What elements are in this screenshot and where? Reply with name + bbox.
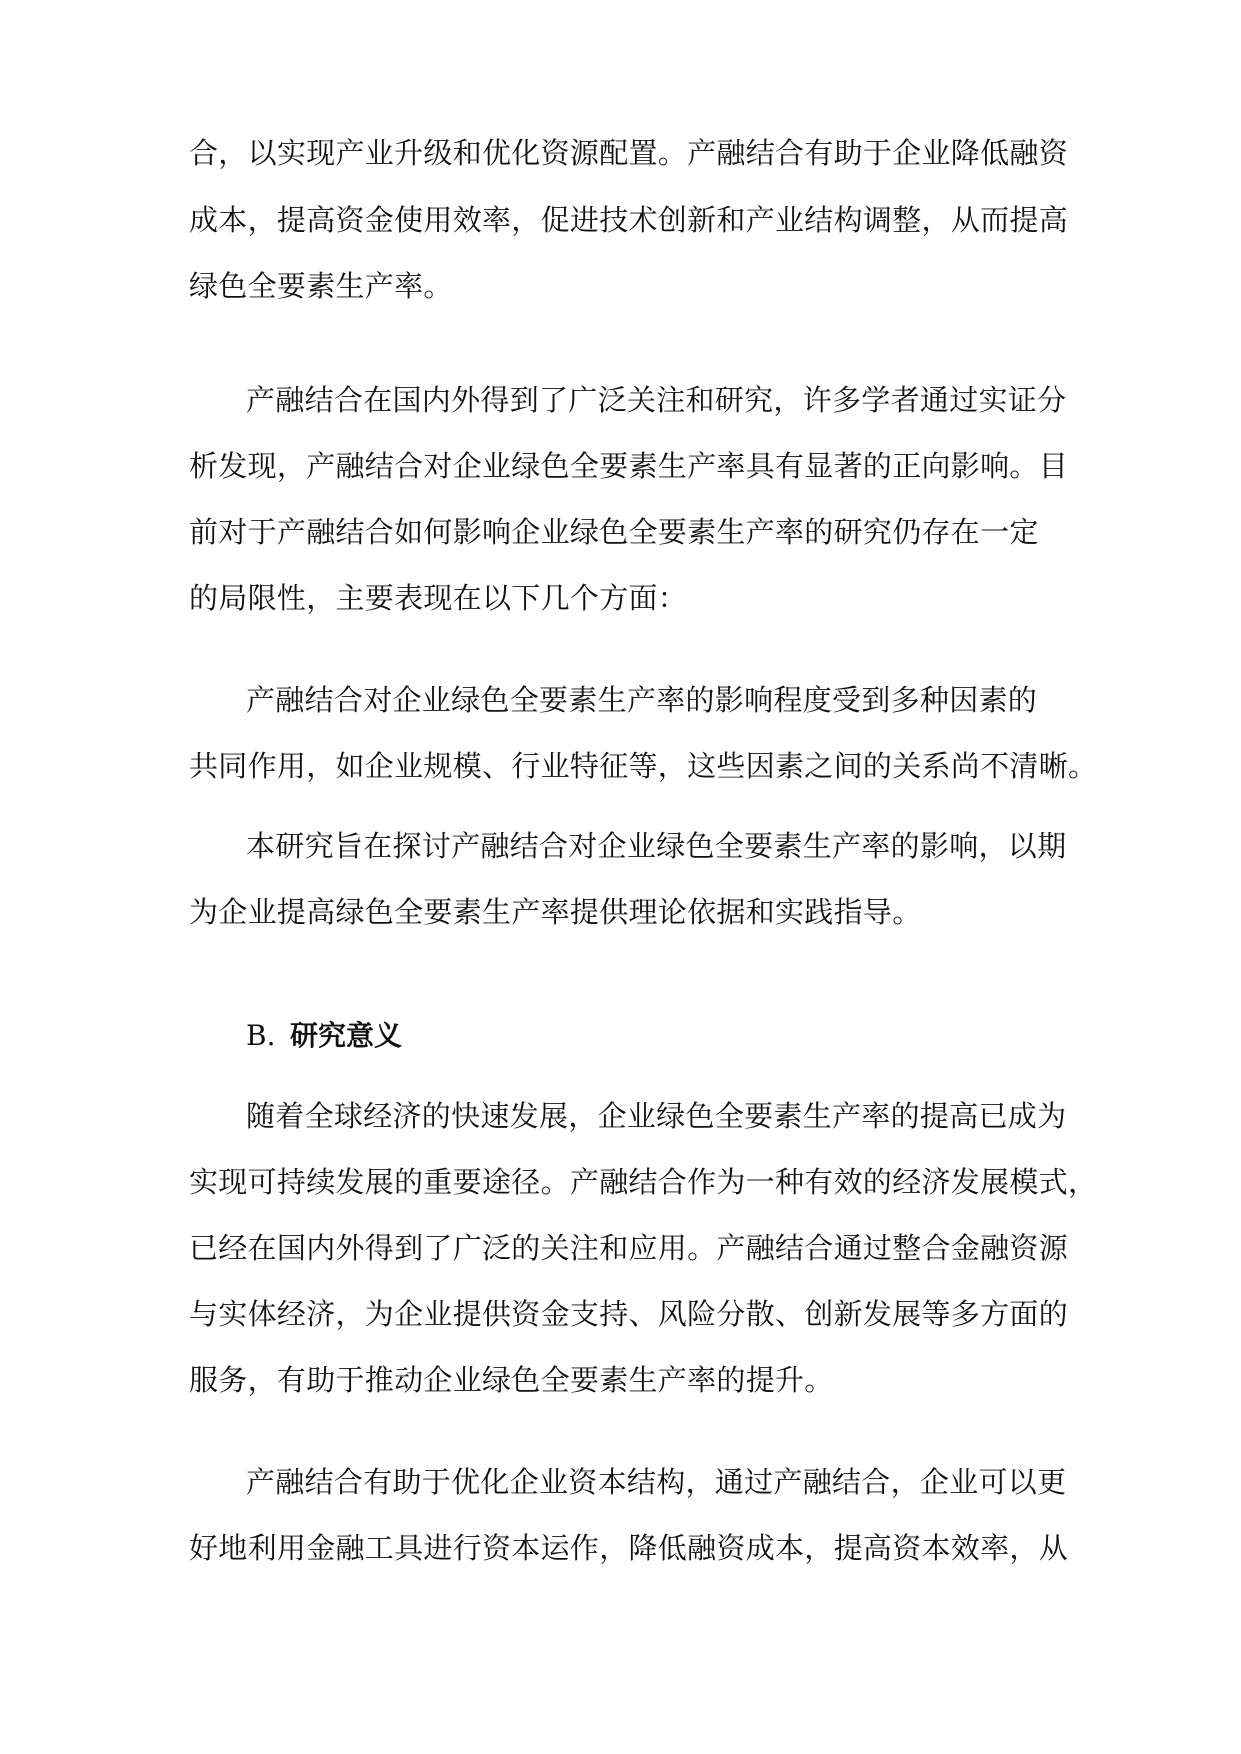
text-line: 与实体经济，为企业提供资金支持、风险分散、创新发展等多方面的	[189, 1297, 1069, 1331]
text-line: 成本，提高资金使用效率，促进技术创新和产业结构调整，从而提高	[189, 203, 1069, 237]
text-line: 绿色全要素生产率。	[189, 269, 453, 303]
text-line: 前对于产融结合如何影响企业绿色全要素生产率的研究仍存在一定	[189, 515, 1039, 549]
text-line: 合，以实现产业升级和优化资源配置。产融结合有助于企业降低融资	[189, 136, 1069, 170]
text-line: 析发现，产融结合对企业绿色全要素生产率具有显著的正向影响。目	[189, 449, 1069, 483]
text-line: 产融结合有助于优化企业资本结构，通过产融结合，企业可以更	[246, 1465, 1067, 1499]
text-line: 产融结合对企业绿色全要素生产率的影响程度受到多种因素的	[246, 683, 1038, 717]
text-line: 本研究旨在探讨产融结合对企业绿色全要素生产率的影响，以期	[246, 829, 1067, 863]
text-line: 为企业提高绿色全要素生产率提供理论依据和实践指导。	[189, 895, 922, 929]
text-line: 共同作用，如企业规模、行业特征等，这些因素之间的关系尚不清晰。	[189, 749, 1098, 783]
text-line: 服务，有助于推动企业绿色全要素生产率的提升。	[189, 1363, 834, 1397]
text-line: 好地利用金融工具进行资本运作，降低融资成本，提高资本效率，从	[189, 1531, 1069, 1565]
text-line: 产融结合在国内外得到了广泛关注和研究，许多学者通过实证分	[246, 383, 1067, 417]
text-line: 实现可持续发展的重要途径。产融结合作为一种有效的经济发展模式，	[189, 1165, 1098, 1199]
text-line: 的局限性，主要表现在以下几个方面：	[189, 581, 688, 615]
text-line: 已经在国内外得到了广泛的关注和应用。产融结合通过整合金融资源	[189, 1231, 1069, 1265]
text-line: 随着全球经济的快速发展，企业绿色全要素生产率的提高已成为	[246, 1099, 1067, 1133]
section-label: B.	[246, 1019, 276, 1052]
section-heading	[246, 1016, 402, 1056]
section-title: 研究意义	[290, 1019, 403, 1052]
